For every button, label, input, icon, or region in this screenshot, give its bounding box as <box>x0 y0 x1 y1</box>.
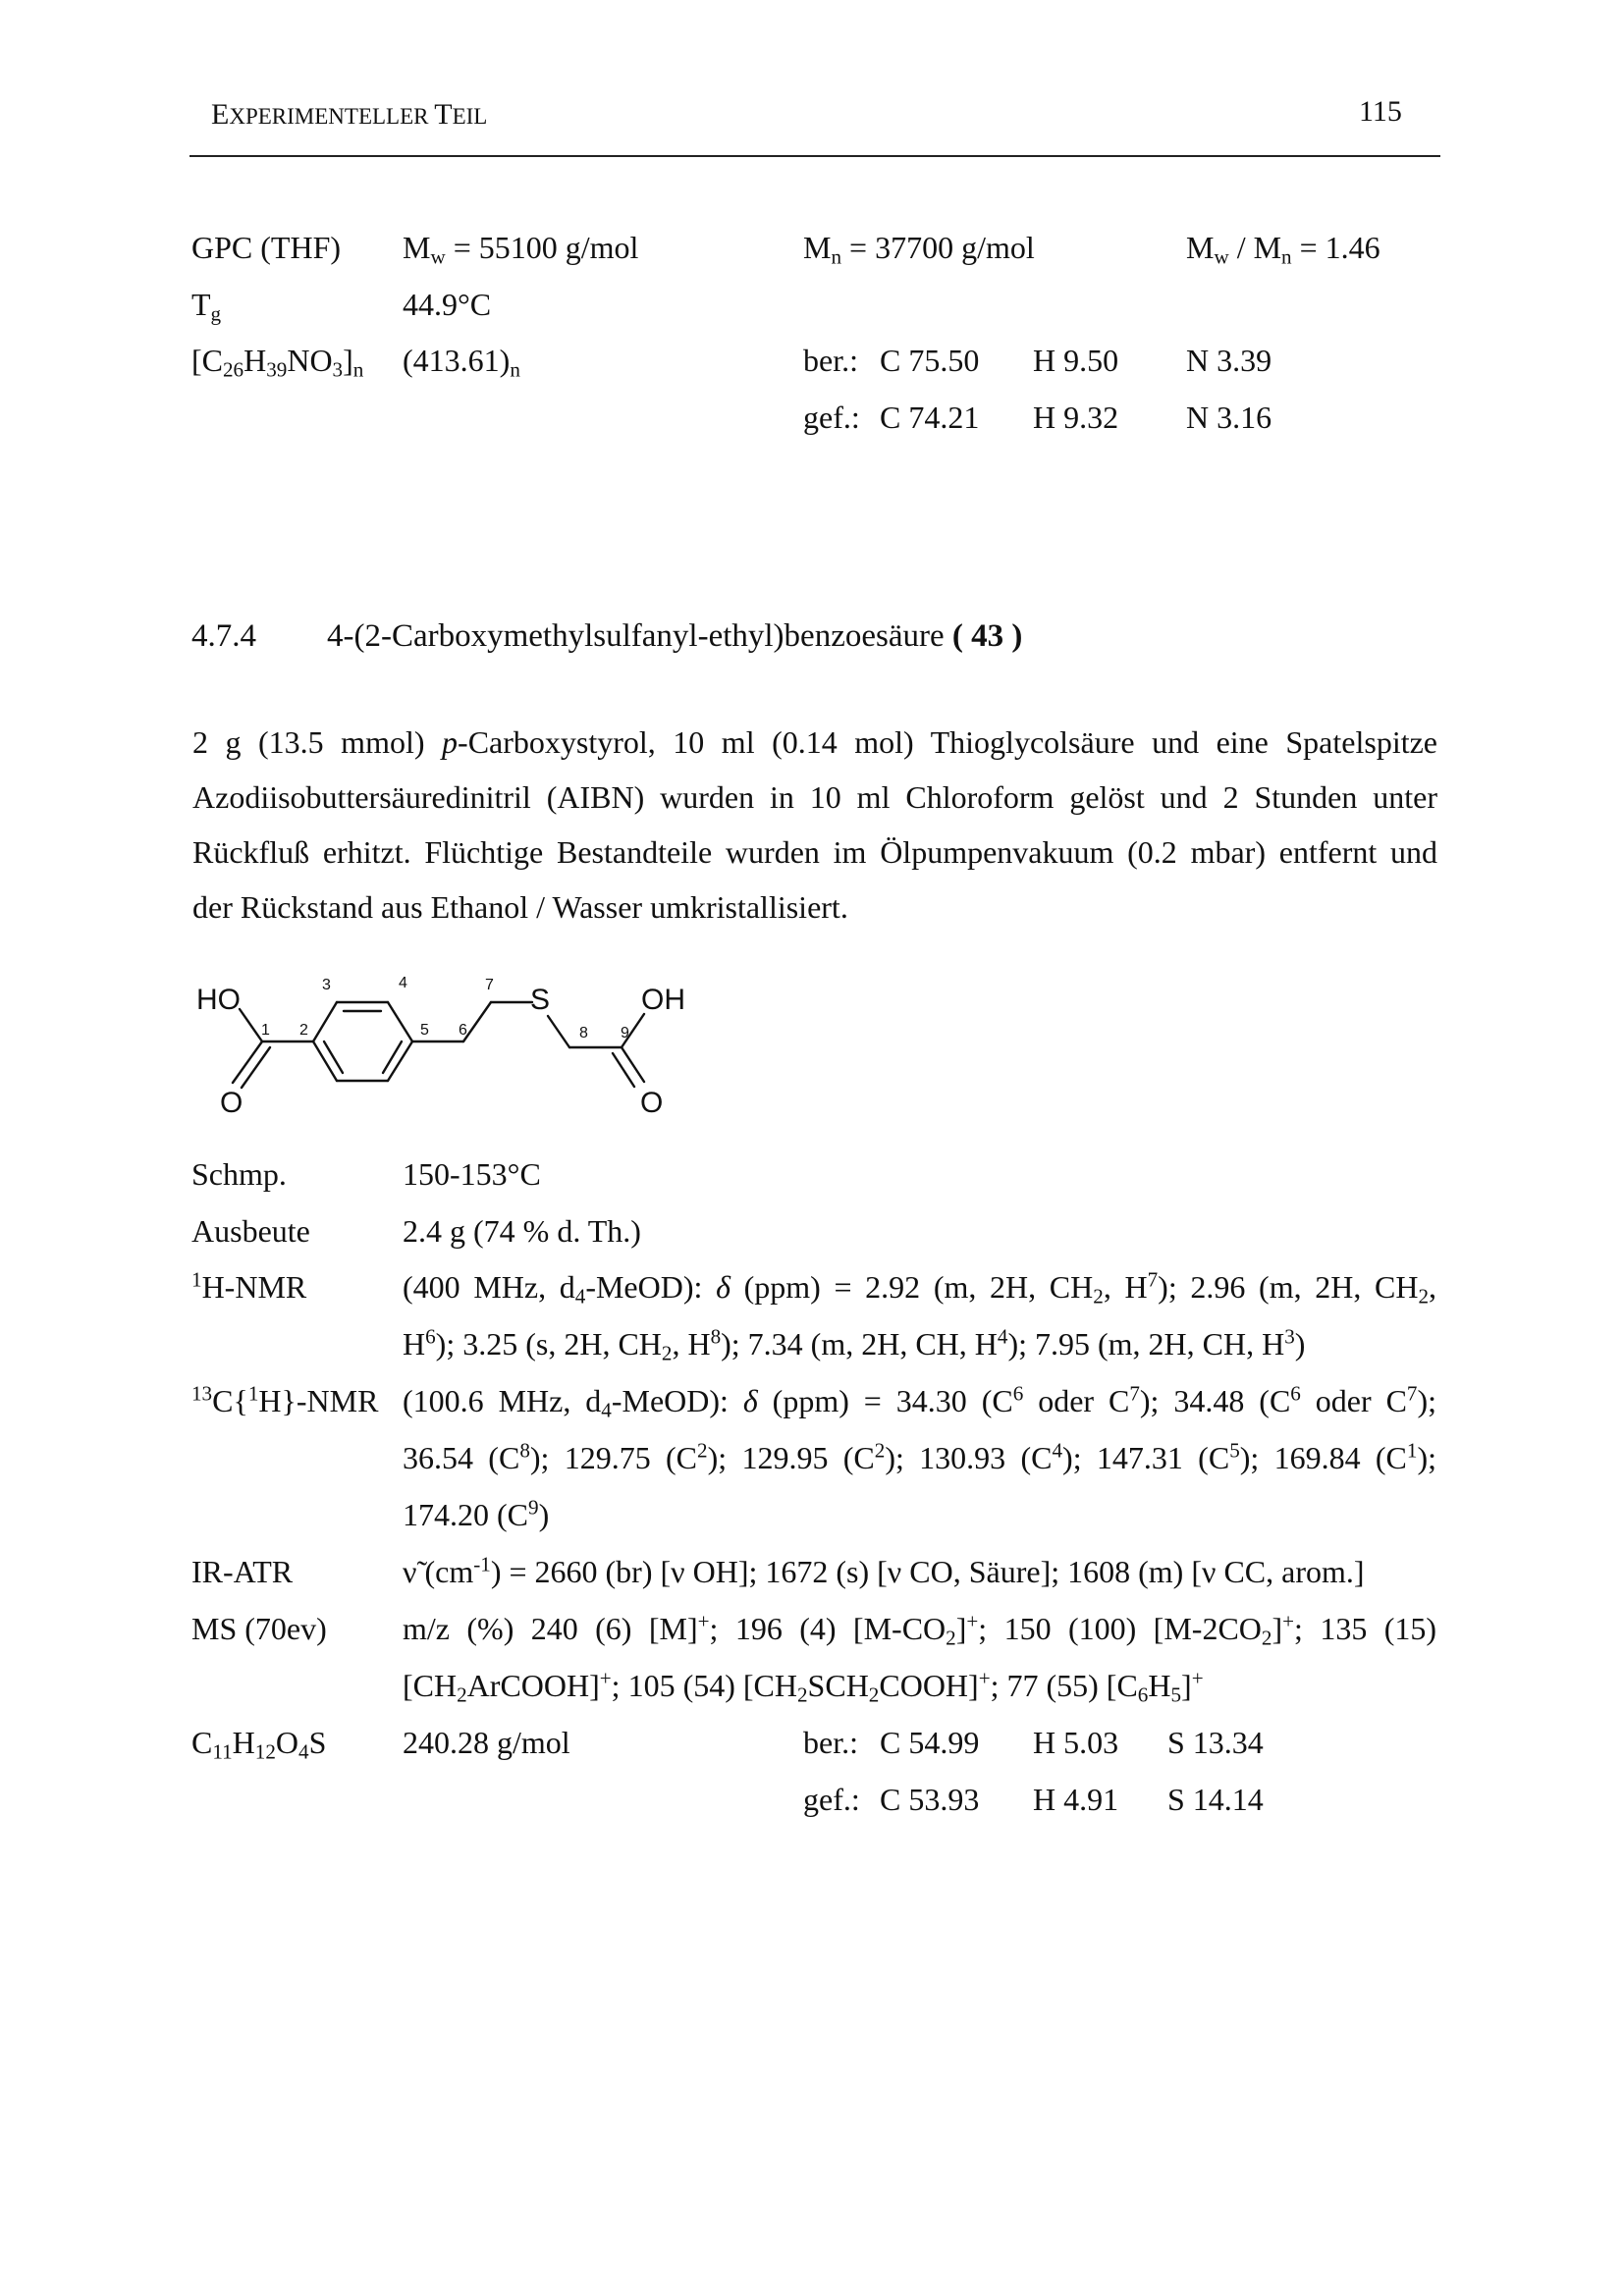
ms-line-2: $[CH_2ArCOOH]^+$; 105 (54) $[CH_2SCH_2COOH]^+$; 77 (55) $[C_6H_5]^+$ <box>403 1666 1204 1707</box>
cnmr-line-2: 36.54 $(C^8)$; 129.75 $(C^2)$; 129.95 $(C^2)$; 130.93 $(C^4)$; 147.31 $(C^5)$; 169.84 $(C^1)$; <box>403 1438 1437 1475</box>
compound-gef-s: S 14.14 <box>1167 1782 1264 1817</box>
mp-value: 150-153°C <box>403 1156 541 1192</box>
procedure-line-2: Azodiisobuttersäuredinitril (AIBN) wurden in 10 ml Chloroform gelöst und 2 Stunden unter <box>192 779 1437 815</box>
procedure-line-4: der Rückstand aus Ethanol / Wasser umkristallisiert. <box>192 889 848 925</box>
section-title: 4-(2-Carboxymethylsulfanyl-ethyl)benzoesäure ( 43 ) <box>327 618 1023 654</box>
atom-number-1: 1 <box>261 1022 270 1039</box>
ir-label: IR-ATR <box>191 1554 294 1589</box>
ms-label: MS (70ev) <box>191 1611 327 1646</box>
ms-line-1: m/z (%) 240 (6) [M]+; 196 (4) $[M-CO_2]^+$; 150 (100) $[M-2CO_2]^+$; 135 (15) <box>403 1609 1437 1650</box>
mw-value: $M_w = 55100$ g/mol <box>403 230 639 269</box>
compound-gef-c: C 53.93 <box>880 1782 980 1817</box>
bond-c1-o-b <box>242 1047 270 1088</box>
running-header-title: EXPERIMENTELLER TEIL <box>211 98 488 131</box>
gef-c: C 74.21 <box>880 400 980 435</box>
compound-number: 43 <box>971 618 1004 654</box>
yield-value: 2.4 g (74 % d. Th.) <box>403 1213 641 1249</box>
tg-value: 44.9°C <box>403 287 492 322</box>
section-number: 4.7.4 <box>191 618 256 654</box>
ber-h: H 9.50 <box>1033 343 1119 378</box>
atom-number-9: 9 <box>621 1025 629 1041</box>
tg-label: $T_g$ <box>191 287 222 326</box>
compound-ber-s: S 13.34 <box>1167 1725 1264 1760</box>
pdi-value: $M_w / M_n = 1.46$ <box>1186 230 1380 269</box>
atom-s: S <box>530 984 551 1016</box>
compound-ber-label: ber.: <box>803 1725 858 1760</box>
polymer-formula: $[C_{26}H_{39}NO_3]_n$ <box>191 343 364 382</box>
procedure-line-3: Rückfluß erhitzt. Flüchtige Bestandteile wurden im Ölpumpenvakuum (0.2 mbar) entfernt und <box>192 834 1437 870</box>
polymer-mass: $(413.61)_n$ <box>403 343 520 382</box>
bond-ho-c1 <box>240 1009 262 1041</box>
hnmr-line-2: $H^6$); 3.25 (s, 2H, $CH_2$, $H^8$); 7.34 (m, 2H, CH, $H^4$); 7.95 (m, 2H, CH, $H^3$) <box>403 1324 1306 1365</box>
procedure-line-1: 2 g (13.5 mmol) p-Carboxystyrol, 10 ml (0.14 mol) Thioglycolsäure und eine Spatelspitze <box>192 724 1438 760</box>
ir-value: ν̃ $(cm^{-1}) = 2660$ (br) [ν OH]; 1672 (s) [ν CO, Säure]; 1608 (m) [ν CC, arom.] <box>403 1552 1365 1589</box>
ber-c: C 75.50 <box>880 343 980 378</box>
page-number: 115 <box>1359 95 1402 128</box>
atom-oh-right: OH <box>641 984 685 1016</box>
atom-number-6: 6 <box>459 1022 467 1039</box>
ring-bond-3 <box>388 1002 412 1041</box>
hnmr-label: $^1$H-NMR <box>191 1267 307 1305</box>
bond-s-c8 <box>548 1016 569 1047</box>
bond-c9-o-a <box>622 1047 644 1082</box>
ber-label: ber.: <box>803 343 858 378</box>
header-rule <box>189 155 1440 157</box>
compound-mass: 240.28 g/mol <box>403 1725 570 1760</box>
chemical-structure <box>177 967 727 1134</box>
compound-ber-h: H 5.03 <box>1033 1725 1119 1760</box>
ring-bond-6 <box>313 1041 337 1081</box>
atom-number-8: 8 <box>579 1025 588 1041</box>
atom-o-right: O <box>640 1087 664 1119</box>
mn-value: $M_n = 37700$ g/mol <box>803 230 1035 269</box>
compound-gef-label: gef.: <box>803 1782 860 1817</box>
atom-ho-left: HO <box>196 984 241 1016</box>
ring-inner-3 <box>383 1041 402 1073</box>
ring-bond-1 <box>313 1002 337 1041</box>
mp-label: Schmp. <box>191 1156 287 1192</box>
ber-n: N 3.39 <box>1186 343 1272 378</box>
atom-number-5: 5 <box>420 1022 429 1039</box>
gef-h: H 9.32 <box>1033 400 1119 435</box>
atom-number-3: 3 <box>322 977 331 993</box>
cnmr-label: $^{13}$C{$^1$H}-NMR <box>191 1381 379 1418</box>
atom-o-left: O <box>220 1087 243 1119</box>
procedure-paragraph <box>192 715 1437 934</box>
ring-bond-4 <box>388 1041 412 1081</box>
cnmr-line-3: 174.20 $(C^9)$ <box>403 1495 550 1532</box>
atom-number-4: 4 <box>399 975 407 991</box>
hnmr-line-1: (400 MHz, $d_4-MeOD$): δ (ppm) = 2.92 (m, 2H, $CH_2$, $H^7$); 2.96 (m, 2H, $CH_2$, <box>403 1267 1437 1308</box>
gef-label: gef.: <box>803 400 860 435</box>
compound-gef-h: H 4.91 <box>1033 1782 1119 1817</box>
cnmr-line-1: (100.6 MHz, $d_4-MeOD$): δ (ppm) = 34.30 ($C^6$ oder $C^7$); 34.48 ($C^6$ oder $C^7$); <box>403 1381 1437 1422</box>
gpc-label: GPC (THF) <box>191 230 342 265</box>
compound-ber-c: C 54.99 <box>880 1725 980 1760</box>
atom-number-2: 2 <box>299 1022 308 1039</box>
bond-c1-o-a <box>233 1041 262 1083</box>
gef-n: N 3.16 <box>1186 400 1272 435</box>
yield-label: Ausbeute <box>191 1213 310 1249</box>
bond-c6-c7 <box>463 1002 491 1041</box>
ring-inner-2 <box>324 1041 343 1073</box>
atom-number-7: 7 <box>485 977 494 993</box>
compound-formula: $C_{11}H_{12}O_4S$ <box>191 1725 327 1764</box>
bond-c9-o-b <box>613 1053 634 1087</box>
